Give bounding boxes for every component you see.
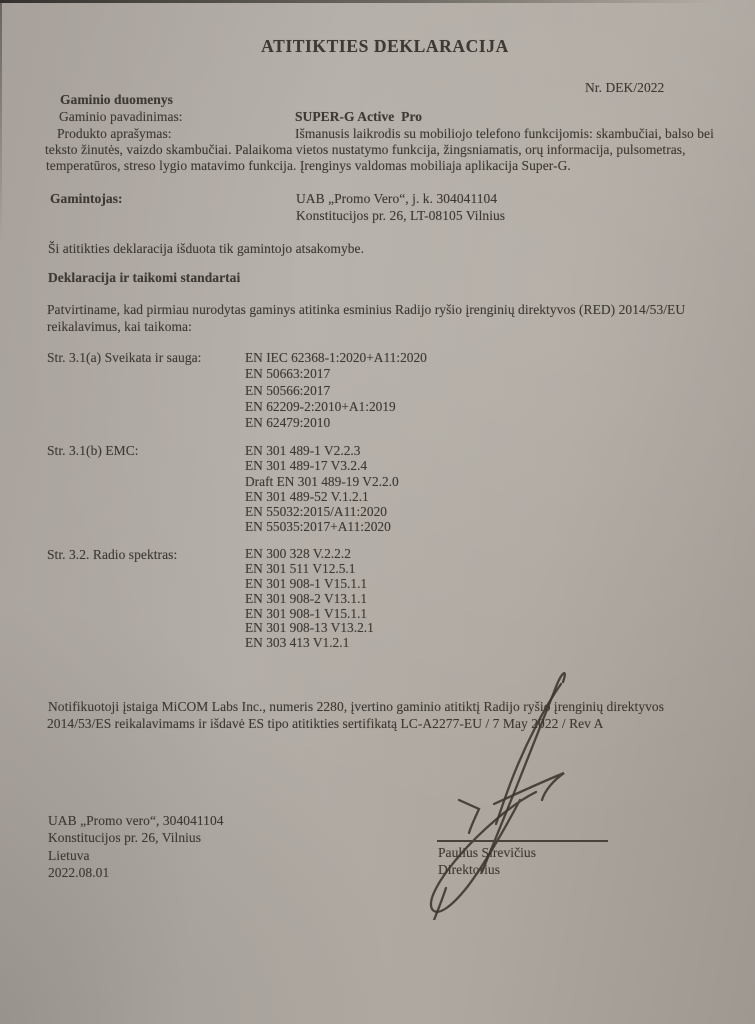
standard-item: Draft EN 301 489-19 V2.2.0	[245, 473, 399, 489]
standards-list-radio	[245, 547, 374, 651]
signature-scribble	[424, 652, 576, 920]
photo-top-edge	[0, 0, 755, 3]
manufacturer-address-line: Konstitucijos pr. 26, LT-08105 Vilnius	[296, 208, 506, 223]
standard-item: EN 55032:2015/A11:2020	[245, 504, 387, 520]
standards-list-health	[245, 350, 427, 431]
notified-body-line: Notifikuotoji įstaiga MiCOM Labs Inc., numeris 2280, įvertino gaminio atitiktį Radijo ryšio įrenginių direktyvos	[48, 699, 665, 714]
signer-title: Direktorius	[438, 862, 501, 877]
standard-item: EN 303 413 V1.2.1	[245, 635, 350, 651]
standard-item: EN 55035:2017+A11:2020	[245, 519, 391, 535]
signature-line	[437, 840, 608, 842]
product-name-label: Gaminio pavadinimas:	[59, 109, 183, 124]
standard-item: EN 301 489-52 V.1.2.1	[245, 488, 369, 504]
standard-item: EN 301 489-1 V2.2.3	[245, 443, 361, 458]
issue-date: 2022.08.01	[48, 865, 110, 880]
signatory-company-line: Lietuva	[48, 848, 90, 863]
standard-item: EN 301 908-1 V15.1.1	[245, 605, 368, 621]
standards-section-label-health: Str. 3.1(a) Sveikata ir sauga:	[47, 350, 202, 365]
standard-item: EN 301 489-17 V3.2.4	[245, 458, 368, 474]
doc-title: ATITIKTIES DEKLARACIJA	[261, 36, 509, 56]
standard-item: EN 62209-2:2010+A1:2019	[245, 398, 396, 414]
standard-item: EN 62479:2010	[245, 415, 331, 431]
product-description-line: temperatūros, streso lygio matavimo funkcija. Įrenginys valdomas mobiliaja aplikacija Super-G.	[46, 158, 571, 173]
standards-section-label-radio: Str. 3.2. Radio spektras:	[47, 547, 178, 562]
standard-item: EN 301 908-13 V13.2.1	[245, 620, 374, 636]
product-name-value: SUPER-G Active Pro	[295, 109, 423, 124]
standard-item: EN 50663:2017	[245, 366, 331, 382]
standard-item: EN 301 908-2 V13.1.1	[245, 590, 368, 606]
photo-left-edge	[0, 0, 2, 240]
standard-item: EN 300 328 V.2.2.2	[245, 546, 351, 561]
standard-item: EN IEC 62368-1:2020+A11:2020	[245, 350, 427, 365]
signatory-company-line: Konstitucijos pr. 26, Vilnius	[48, 830, 202, 845]
standards-list-emc	[245, 443, 399, 535]
manufacturer-label: Gamintojas:	[50, 191, 123, 206]
product-description-line: teksto žinutės, vaizdo skambučiai. Palaikoma vietos nustatymo funkcija, žingsniamatis, orų informacija, pulsometras,	[45, 142, 686, 157]
signer-name: Paulius Sirevičius	[438, 845, 537, 860]
product-data-heading: Gaminio duomenys	[60, 92, 173, 107]
product-description-line: Išmanusis laikrodis su mobiliojo telefono funkcijomis: skambučiai, balso bei	[295, 126, 714, 141]
conformity-statement-line: Patvirtiname, kad pirmiau nurodytas gaminys atitinka esminius Radijo ryšio įrenginių direktyvos (RED) 2014/53/EU	[47, 302, 686, 317]
standard-item: EN 301 511 V12.5.1	[245, 560, 356, 576]
doc-number: Nr. DEK/2022	[585, 80, 665, 95]
standard-item: EN 50566:2017	[245, 382, 331, 398]
standards-section-label-emc: Str. 3.1(b) EMC:	[47, 443, 139, 458]
standard-item: EN 301 908-1 V15.1.1	[245, 575, 368, 591]
signatory-company-line: UAB „Promo vero“, 304041104	[48, 813, 224, 828]
product-description-label: Produkto aprašymas:	[57, 126, 172, 141]
notified-body-line: 2014/53/ES reikalavimams ir išdavė ES tipo atitikties sertifikatą LC-A2277-EU / 7 May 2022 / Rev A	[47, 716, 604, 731]
standards-heading: Deklaracija ir taikomi standartai	[48, 270, 241, 285]
manufacturer-address-line: UAB „Promo Vero“, j. k. 304041104	[296, 191, 498, 206]
conformity-statement-line: reikalavimus, kai taikoma:	[47, 319, 192, 334]
sole-responsibility-statement: Ši atitikties deklaracija išduota tik gamintojo atsakomybe.	[48, 241, 365, 256]
